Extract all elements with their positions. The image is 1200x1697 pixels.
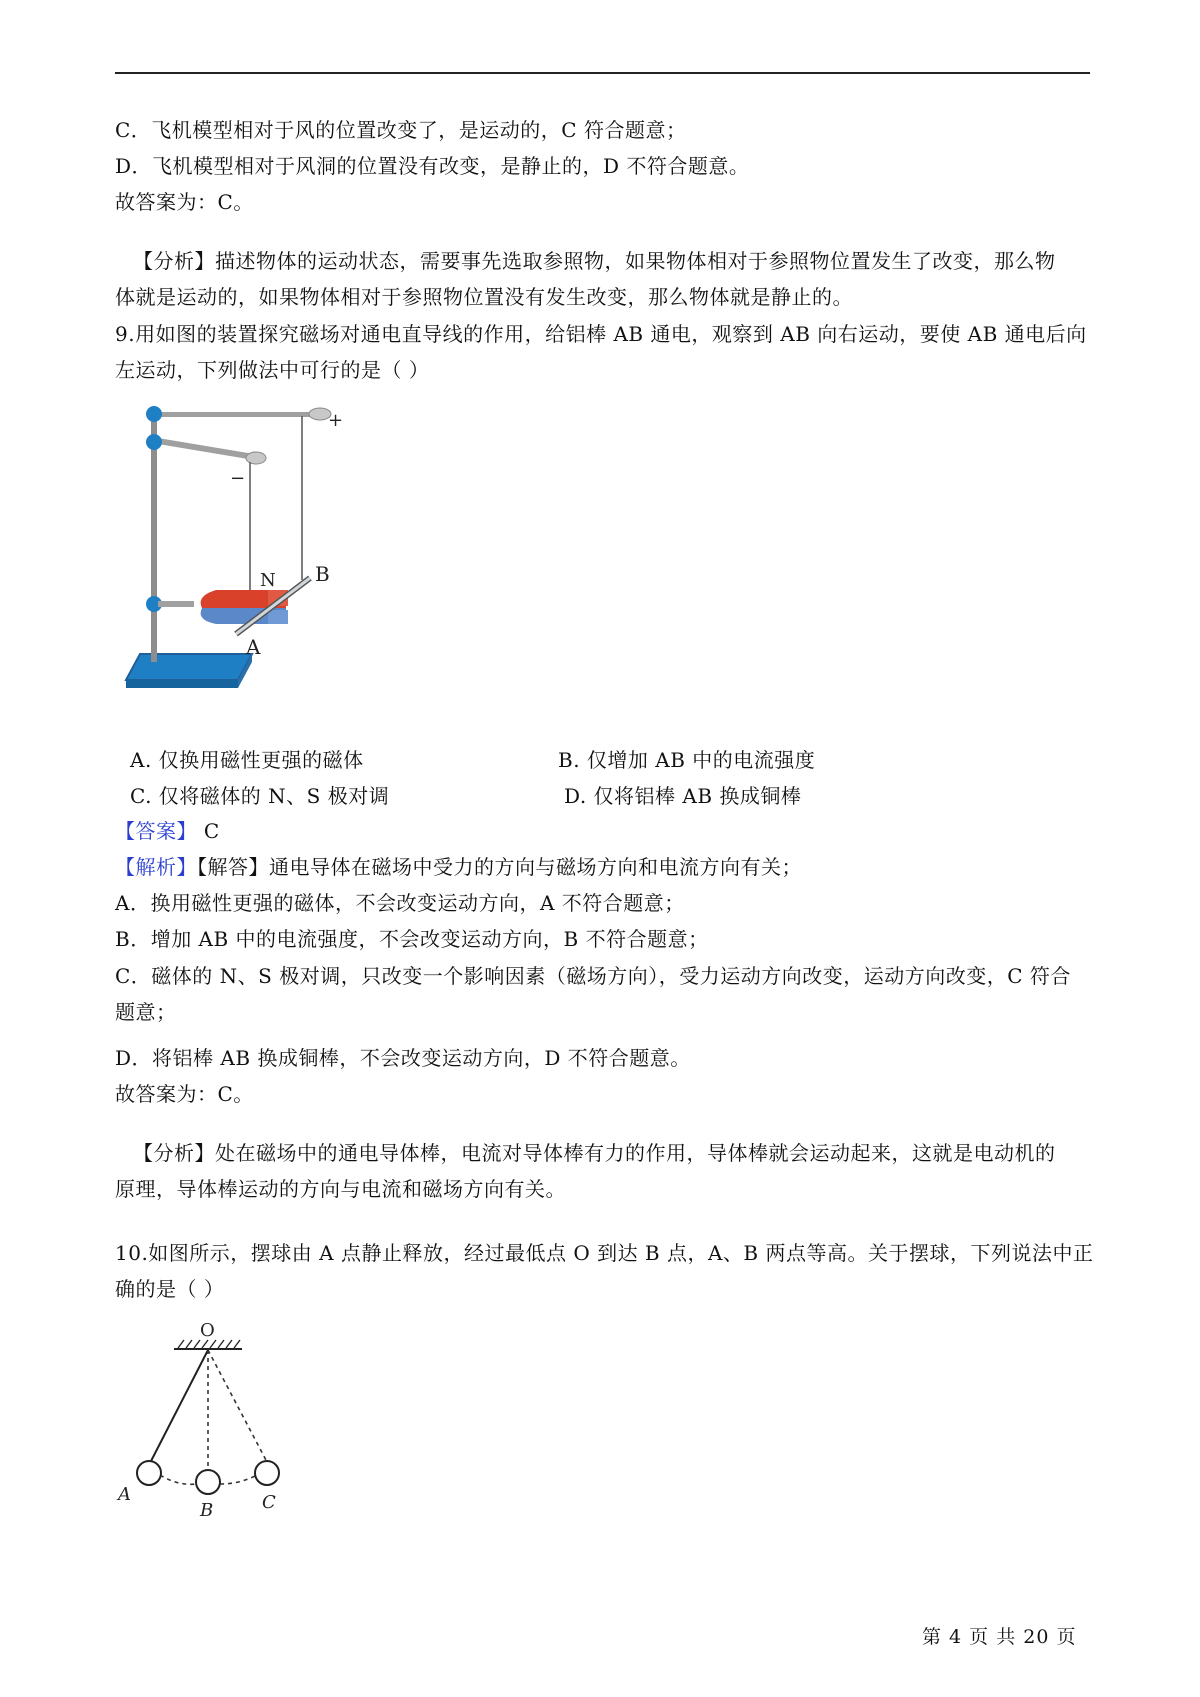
q8-option-d-explanation: D．飞机模型相对于风洞的位置没有改变，是静止的，D 不符合题意。 (115, 154, 750, 178)
q9-apparatus-figure (118, 398, 348, 690)
q10-stem-line-2: 确的是（ ） (115, 1277, 225, 1301)
q9-stem-line-2: 左运动，下列做法中可行的是（ ） (115, 358, 430, 382)
q9-explain-head (115, 853, 802, 881)
q8-option-c-explanation: C．飞机模型相对于风的位置改变了，是运动的，C 符合题意； (115, 118, 687, 142)
plus-label: + (328, 410, 344, 431)
q9-explain-b: B．增加 AB 中的电流强度，不会改变运动方向，B 不符合题意； (115, 927, 709, 951)
q9-option-a: A. 仅换用磁性更强的磁体 (130, 748, 364, 772)
q9-explain-c-line-2: 题意； (115, 1000, 177, 1024)
minus-label: − (230, 468, 246, 489)
q10-pendulum-figure (112, 1318, 302, 1518)
point-b-label: B (200, 1500, 214, 1518)
explain-head-text: 【解答】通电导体在磁场中受力的方向与磁场方向和电流方向有关； (197, 855, 802, 879)
analysis-tag: 【分析】 (133, 249, 215, 273)
header-rule (115, 72, 1090, 74)
q9-analysis-line-2: 原理，导体棒运动的方向与电流和磁场方向有关。 (115, 1177, 566, 1201)
n-label: N (260, 570, 276, 591)
q9-final-answer: 故答案为：C。 (115, 1082, 254, 1106)
q9-option-b: B. 仅增加 AB 中的电流强度 (558, 748, 816, 772)
q9-option-c: C. 仅将磁体的 N、S 极对调 (130, 784, 390, 808)
q9-explain-c-line-1: C．磁体的 N、S 极对调，只改变一个影响因素（磁场方向），受力运动方向改变，运动方向改变，C 符合 (115, 964, 1071, 988)
ball-c (255, 1461, 279, 1485)
ball-b (196, 1470, 220, 1494)
answer-tag: 【答案】 (115, 819, 197, 843)
pivot-o-label: O (200, 1320, 215, 1341)
q10-stem-line-1: 10.如图所示，摆球由 A 点静止释放，经过最低点 O 到达 B 点，A、B 两点等高。关于摆球，下列说法中正 (115, 1241, 1094, 1265)
q9-option-d: D. 仅将铝棒 AB 换成铜棒 (564, 784, 802, 808)
a-label: A (246, 635, 261, 659)
q8-analysis-line-1 (133, 247, 1056, 275)
q8-analysis-line-2: 体就是运动的，如果物体相对于参照物位置没有发生改变，那么物体就是静止的。 (115, 285, 853, 309)
page-number-footer: 第 4 页 共 20 页 (922, 1626, 1077, 1648)
analysis-text: 描述物体的运动状态，需要事先选取参照物，如果物体相对于参照物位置发生了改变，那么物 (215, 249, 1056, 273)
ball-a (137, 1461, 161, 1485)
b-label: B (315, 562, 330, 586)
analysis-text: 处在磁场中的通电导体棒，电流对导体棒有力的作用，导体棒就会运动起来，这就是电动机的 (215, 1141, 1056, 1165)
q9-answer-line (115, 817, 220, 845)
explain-tag: 【解析】 (115, 855, 197, 879)
q9-explain-a: A．换用磁性更强的磁体，不会改变运动方向，A 不符合题意； (115, 891, 685, 915)
point-c-label: C (262, 1492, 276, 1513)
q9-analysis-line-1 (133, 1139, 1056, 1167)
point-a-label: A (118, 1484, 131, 1505)
q8-answer-line: 故答案为：C。 (115, 190, 254, 214)
q9-stem-line-1: 9.用如图的装置探究磁场对通电直导线的作用，给铝棒 AB 通电，观察到 AB 向右运动，要使 AB 通电后向 (115, 322, 1087, 346)
analysis-tag: 【分析】 (133, 1141, 215, 1165)
answer-value: C (197, 819, 220, 843)
q9-explain-d: D．将铝棒 AB 换成铜棒，不会改变运动方向，D 不符合题意。 (115, 1046, 691, 1070)
